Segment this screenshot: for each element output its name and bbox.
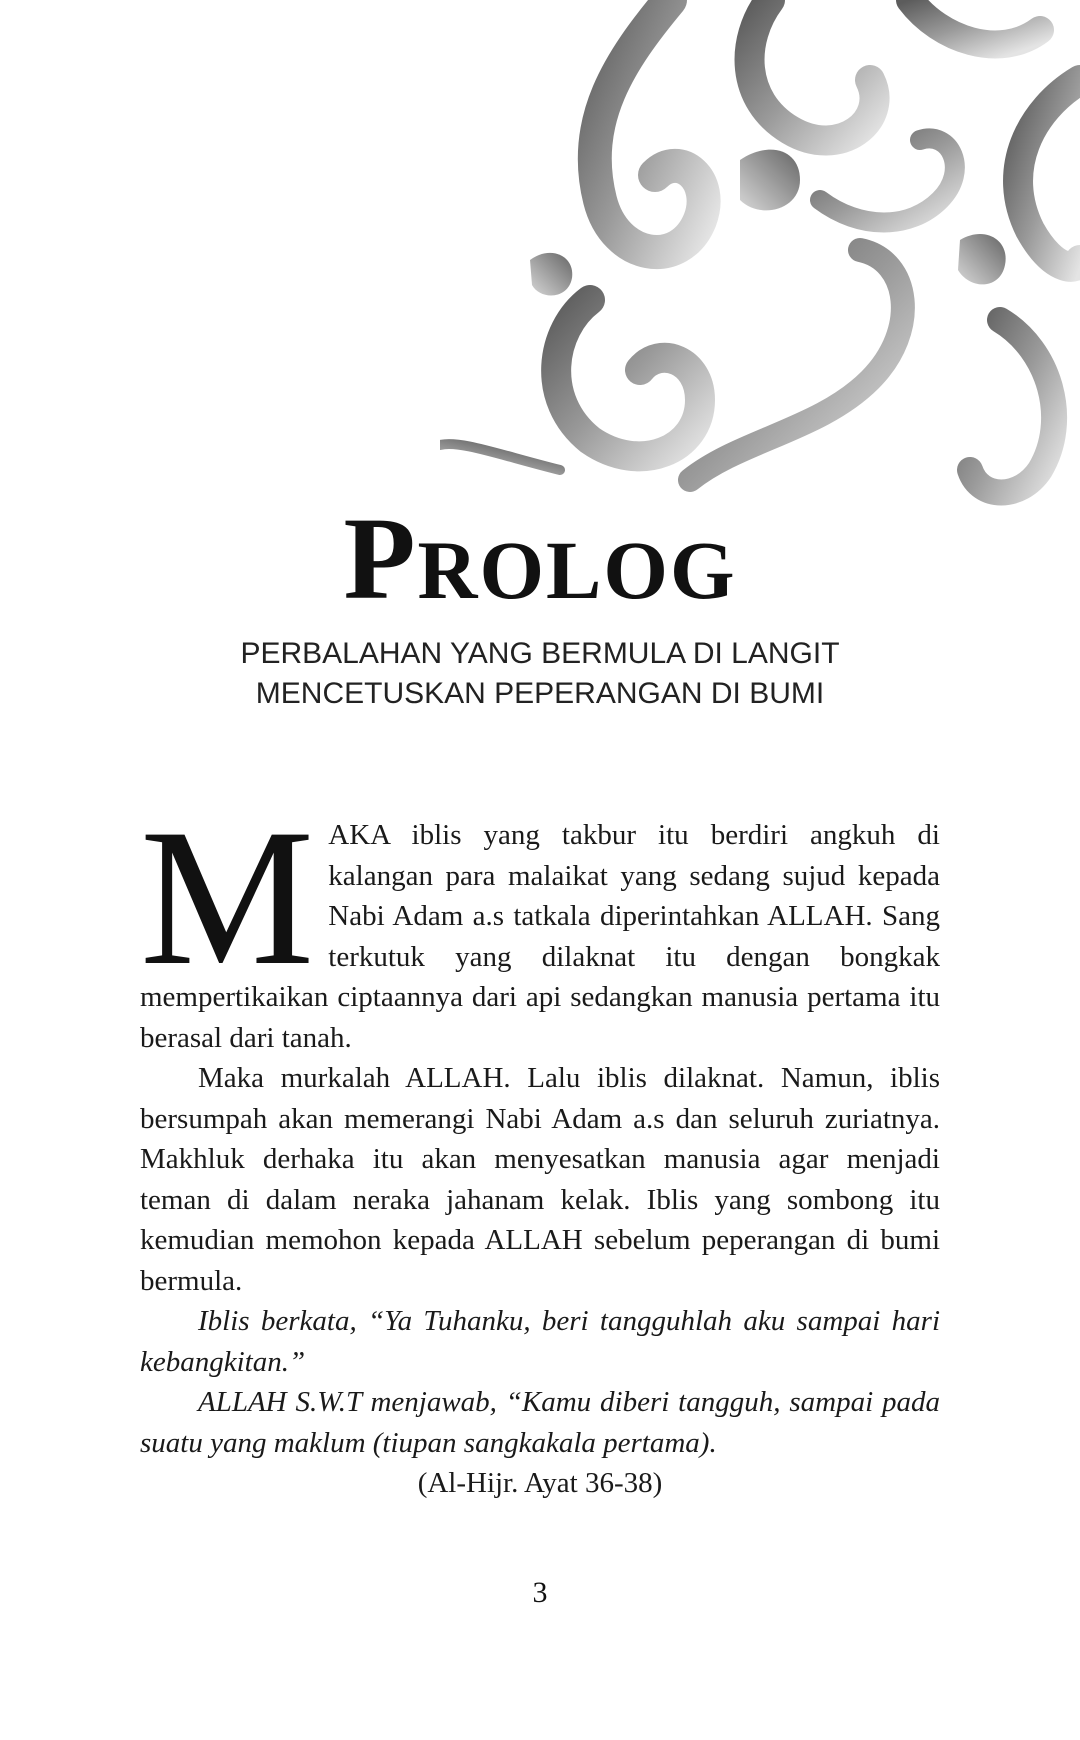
title-block <box>0 493 1080 714</box>
paragraph-2: Maka murkalah ALLAH. Lalu iblis dilaknat. Namun, iblis bersumpah akan memerangi Nabi Adam a.s dan seluruh zuriatnya. Makhluk derhaka itu akan menyesatkan manusia agar menjadi teman di dalam neraka jahanam kelak. Iblis yang sombong itu kemudian memohon kepada ALLAH sebelum peperangan di bumi bermula. <box>140 1062 940 1297</box>
chapter-title: Prolog <box>343 493 737 624</box>
chapter-subtitle <box>0 634 1080 714</box>
subtitle-line-2: MENCETUSKAN PEPERANGAN DI BUMI <box>255 677 825 710</box>
subtitle-line-1: PERBALAHAN YANG BERMULA DI LANGIT <box>240 637 840 670</box>
drop-cap: M <box>140 789 315 1006</box>
decorative-ornament <box>440 0 1080 520</box>
paragraph-3: Iblis berkata, “Ya Tuhanku, beri tangguhlah aku sampai hari kebangkitan.” <box>140 1305 940 1378</box>
body-text <box>140 789 940 1504</box>
paragraph-1-text: AKA iblis yang takbur itu berdiri angkuh di kalangan para malaikat yang sedang sujud kepada Nabi Adam a.s tatkala diperintahkan ALLAH. Sang terkutuk yang dilaknat itu dengan bongkak mempertikaikan ciptaannya dari api sedangkan manusia pertama itu berasal dari tanah. <box>140 819 940 1054</box>
verse-citation: (Al-Hijr. Ayat 36-38) <box>417 1467 663 1499</box>
paragraph-1 <box>140 789 940 1058</box>
paragraph-4: ALLAH S.W.T menjawab, “Kamu diberi tangguh, sampai pada suatu yang maklum (tiupan sangkakala pertama). <box>140 1386 940 1459</box>
page-number: 3 <box>532 1576 548 1609</box>
